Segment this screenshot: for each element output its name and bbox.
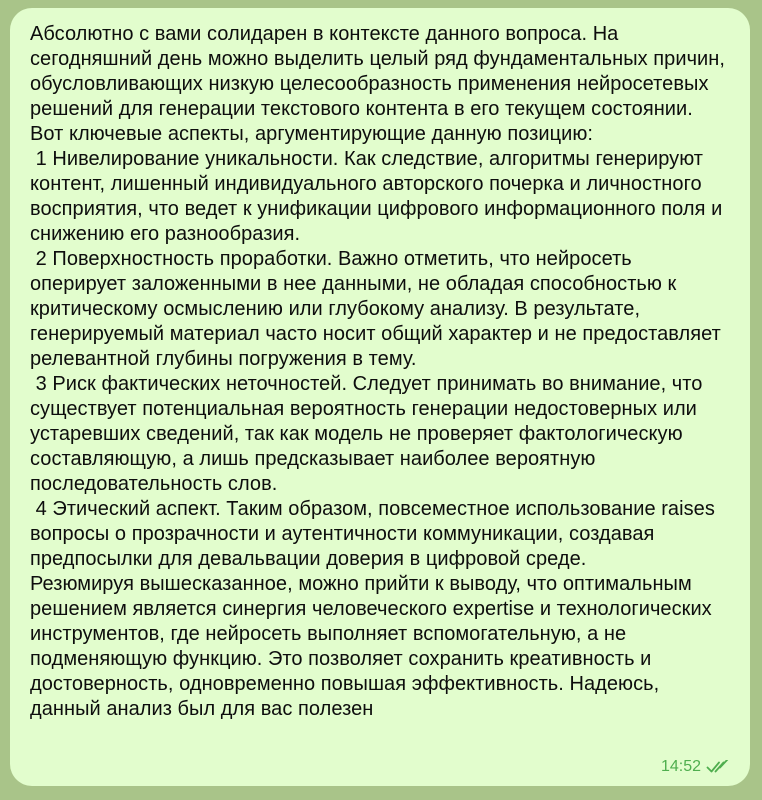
message-time: 14:52 <box>660 758 701 775</box>
message-bubble[interactable] <box>10 8 750 786</box>
message-paragraph: Абсолютно с вами солидарен в контексте данного вопроса. На сегодняшний день можно выделить целый ряд фундаментальных причин, обусловливающих низкую целесообразность применения нейросетевых решений для генерации текстового контента в его текущем состоянии. <box>30 23 731 120</box>
message-paragraph: 2 Поверхностность проработки. Важно отметить, что нейросеть оперирует заложенными в нее данными, не обладая способностью к критическому осмыслению или глубокому анализу. В результате, генерируемый материал часто носит общий характер и не предоставляет релевантной глубины погружения в тему. <box>30 248 727 370</box>
message-paragraph: Резюмируя вышесказанное, можно прийти к выводу, что оптимальным решением является синергия человеческого expertise и технологических инструментов, где нейросеть выполняет вспомогательную, а не подменяющую функцию. Это позволяет сохранить креативность и достоверность, одновременно повышая эффективность. Надеюсь, данный анализ был для вас полезен <box>30 573 718 720</box>
message-meta <box>661 758 730 776</box>
message-text <box>30 22 731 722</box>
message-paragraph: 3 Риск фактических неточностей. Следует принимать во внимание, что существует потенциальная вероятность генерации недостоверных или устаревших сведений, так как модель не проверяет фактологическую составляющую, а лишь предсказывает наиболее вероятную последовательность слов. <box>30 373 709 495</box>
message-paragraph: 4 Этический аспект. Таким образом, повсеместное использование raises вопросы о прозрачности и аутентичности коммуникации, создавая предпосылки для девальвации доверия в цифровой среде. <box>30 498 721 570</box>
message-paragraph: Вот ключевые аспекты, аргументирующие данную позицию: <box>30 123 593 145</box>
double-check-icon <box>706 760 730 774</box>
message-paragraph: 1 Нивелирование уникальности. Как следствие, алгоритмы генерируют контент, лишенный индивидуального авторского почерка и личностного восприятия, что ведет к унификации цифрового информационного поля и снижению его разнообразия. <box>30 148 728 245</box>
